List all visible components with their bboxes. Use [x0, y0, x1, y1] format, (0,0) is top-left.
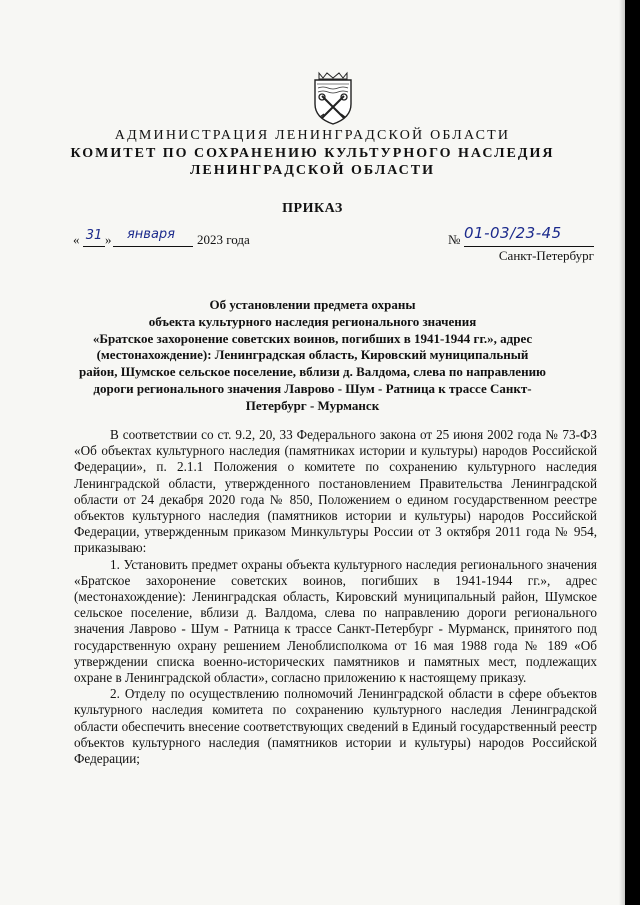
title-line: Об установлении предмета охраны	[209, 297, 416, 312]
body-paragraph-preamble: В соответствии со ст. 9.2, 20, 33 Федерального закона от 25 июня 2002 года № 73-ФЗ «Об объектах культурного наследия (памятниках истории и культуры) народов Российской Федерации», п. 2.1.1 Положения о комитете по сохранению культурного наследия Ленинградской области, утвержденного постановлением Правительства Ленинградской области от 24 декабря 2020 года № 850, Положением о едином государственном реестре объектов культурного наследия (памятников истории и культуры) народов Российской Федерации, утвержденным приказом Минкультуры России от 3 октября 2011 года № 954, приказываю:	[74, 427, 597, 556]
date-year: 2023 года	[197, 232, 250, 247]
date-day-underline	[83, 246, 105, 247]
title-line: Петербург - Мурманск	[245, 397, 380, 413]
title-line: «Братское захоронение советских воинов, погибших в 1941-1944 гг.», адрес	[92, 330, 533, 346]
title-line: (местонахождение): Ленинградская область, Кировский муниципальный	[96, 347, 529, 363]
order-number	[448, 226, 596, 246]
body-paragraph-item-1: 1. Установить предмет охраны объекта культурного наследия регионального значения «Братское захоронение советских воинов, погибших в 1941-1944 гг.», адрес (местонахождение): Ленинградская область, Кировский муниципальный район, Шумское сельское поселение, вблизи д. Валдома, слева по направлению дороги регионального значения Лаврово - Шум - Ратница к трассе Санкт-Петербург - Мурманск, принятого под государственную охрану решением Леноблисполкома от 16 мая 1988 года № 189 «Об утверждении списка военно-исторических памятников и памятных мест, подлежащих охране в Ленинградской области», согласно приложению к настоящему приказу.	[74, 556, 597, 686]
header-committee: КОМИТЕТ ПО СОХРАНЕНИЮ КУЛЬТУРНОГО НАСЛЕДИЯ	[70, 146, 555, 161]
date-open-quote: «	[73, 232, 80, 247]
title-line: район, Шумское сельское поселение, вблизи д. Валдома, слева по направлению	[79, 364, 546, 380]
date-day: 31	[85, 228, 103, 243]
number-prefix: №	[448, 232, 461, 247]
order-title	[0, 297, 625, 415]
title-line: дороги регионального значения Лаврово - Шум - Ратница к трассе Санкт-	[93, 380, 532, 396]
coat-of-arms-icon	[311, 70, 355, 126]
body-paragraph-item-2: 2. Отделу по осуществлению полномочий Ленинградской области в сфере объектов культурного наследия комитета по сохранению культурного наследия Ленинградской области обеспечить внесение соответствующих сведений в Единый государственный реестр объектов культурного наследия (памятников истории и культуры) народов Российской Федерации;	[74, 686, 597, 767]
number-value: 01-03/23-45	[464, 224, 562, 242]
order-body	[74, 427, 597, 767]
title-line: объекта культурного наследия регионального значения	[148, 313, 477, 329]
city: Санкт-Петербург	[498, 248, 594, 263]
date-close-quote: »	[105, 232, 112, 247]
date-month: января	[126, 227, 176, 242]
header-administration: АДМИНИСТРАЦИЯ ЛЕНИНГРАДСКОЙ ОБЛАСТИ	[114, 128, 511, 143]
number-underline	[464, 246, 594, 247]
header-region: ЛЕНИНГРАДСКОЙ ОБЛАСТИ	[189, 163, 436, 178]
order-date	[73, 227, 283, 250]
document-type: ПРИКАЗ	[282, 201, 343, 216]
date-month-underline	[113, 246, 193, 247]
